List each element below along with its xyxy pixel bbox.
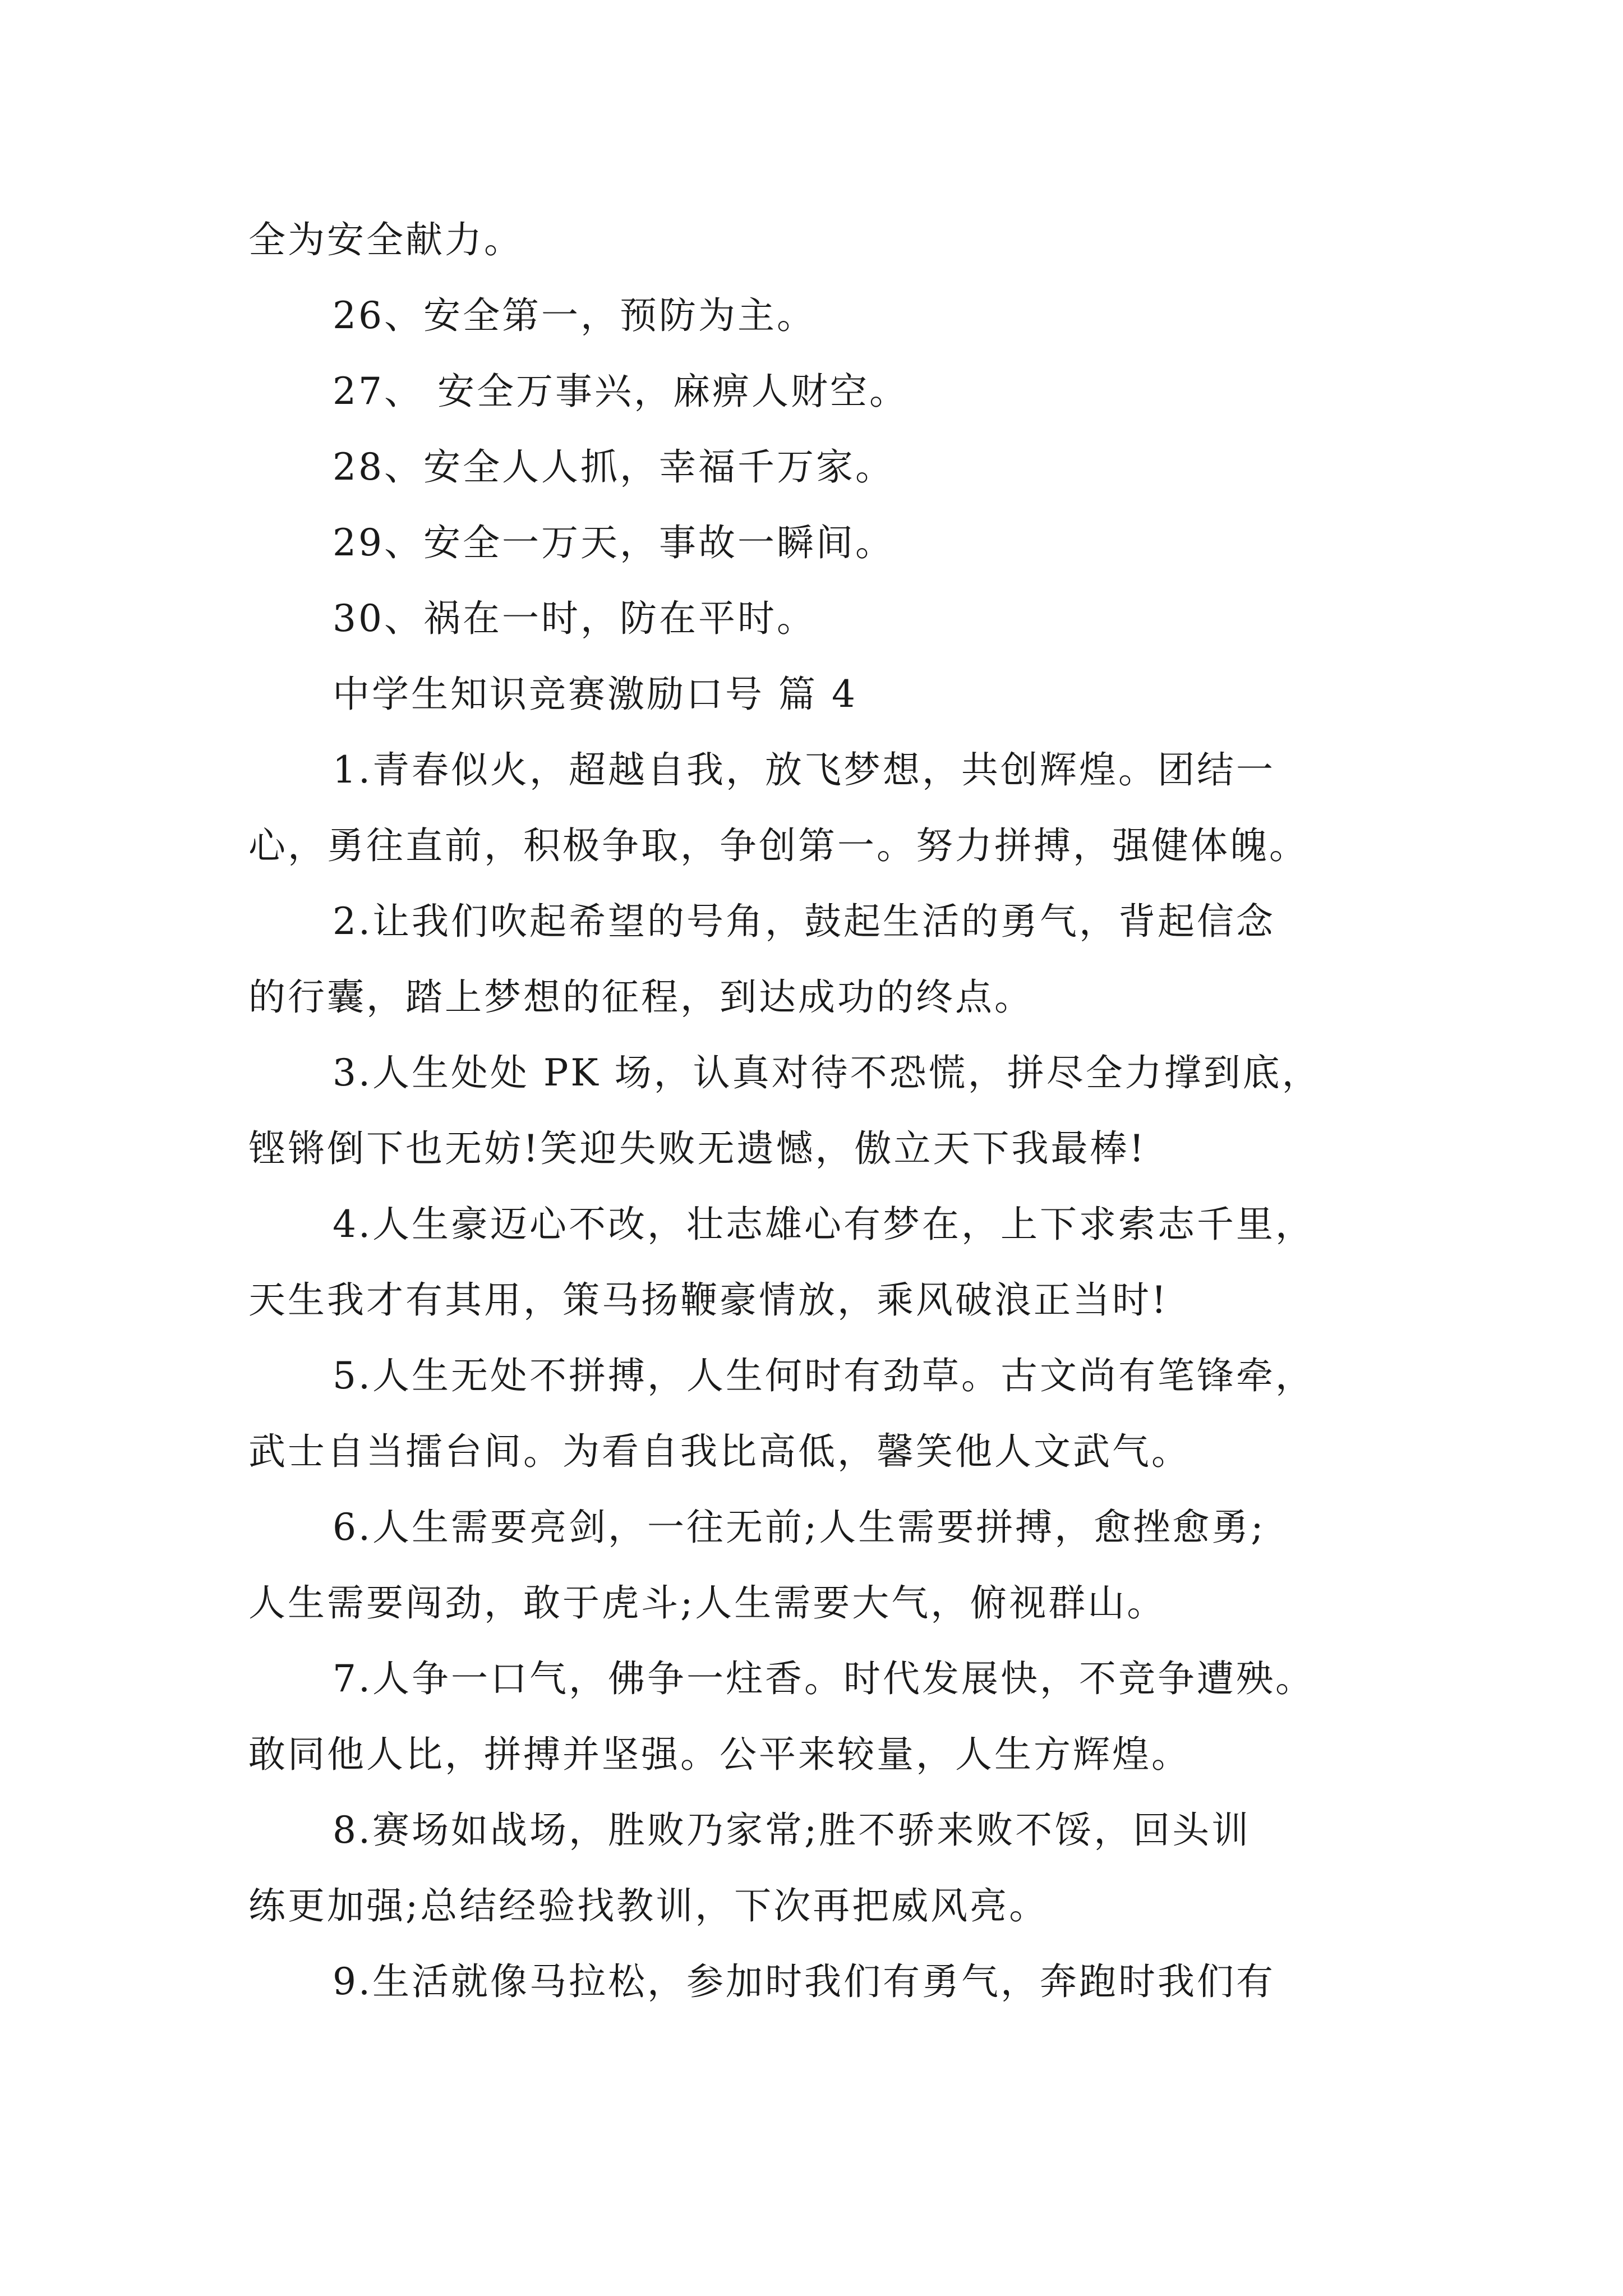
text-line: 29、安全一万天，事故一瞬间。 [333,521,895,564]
text-line: 铿锵倒下也无妨!笑迎失败无遗憾，傲立天下我最棒! [248,1127,1147,1170]
text-line: 28、安全人人抓，幸福千万家。 [333,445,895,489]
text-line: 天生我才有其用，策马扬鞭豪情放，乘风破浪正当时! [248,1278,1169,1322]
text-line: 7.人争一口气，佛争一炷香。时代发展快，不竞争遭殃。 [333,1657,1315,1700]
text-line: 8.赛场如战场，胜败乃家常;胜不骄来败不馁，回头训 [333,1809,1251,1852]
text-line: 武士自当擂台间。为看自我比高低，馨笑他人文武气。 [248,1430,1191,1473]
text-line: 4.人生豪迈心不改，壮志雄心有梦在，上下求索志千里， [333,1203,1315,1246]
text-line: 的行囊，踏上梦想的征程，到达成功的终点。 [248,976,1034,1019]
text-line: 26、安全第一，预防为主。 [333,294,816,337]
text-line: 人生需要闯劲，敢于虎斗;人生需要大气，俯视群山。 [248,1581,1166,1625]
text-line: 1.青春似火，超越自我，放飞梦想，共创辉煌。团结一 [333,748,1275,792]
text-line: 练更加强;总结经验找教训，下次再把威风亮。 [248,1884,1049,1927]
text-line: 6.人生需要亮剑，一往无前;人生需要拼搏，愈挫愈勇; [333,1506,1266,1549]
text-line: 27、 安全万事兴，麻痹人财空。 [333,370,909,413]
text-line: 中学生知识竞赛激励口号 篇 4 [333,673,857,716]
text-line: 全为安全献力。 [248,218,523,261]
text-line: 2.让我们吹起希望的号角，鼓起生活的勇气，背起信念 [333,900,1275,943]
text-line: 9.生活就像马拉松，参加时我们有勇气，奔跑时我们有 [333,1960,1275,2003]
text-line: 5.人生无处不拼搏，人生何时有劲草。古文尚有笔锋牵， [333,1354,1315,1397]
text-line: 30、祸在一时，防在平时。 [333,597,816,640]
text-line: 心，勇往直前，积极争取，争创第一。努力拼搏，强健体魄。 [248,824,1308,867]
text-line: 3.人生处处 PK 场，认真对待不恐慌，拼尽全力撑到底， [333,1051,1321,1094]
document-body [248,202,1404,2019]
text-line: 敢同他人比，拼搏并坚强。公平来较量，人生方辉煌。 [248,1733,1191,1776]
